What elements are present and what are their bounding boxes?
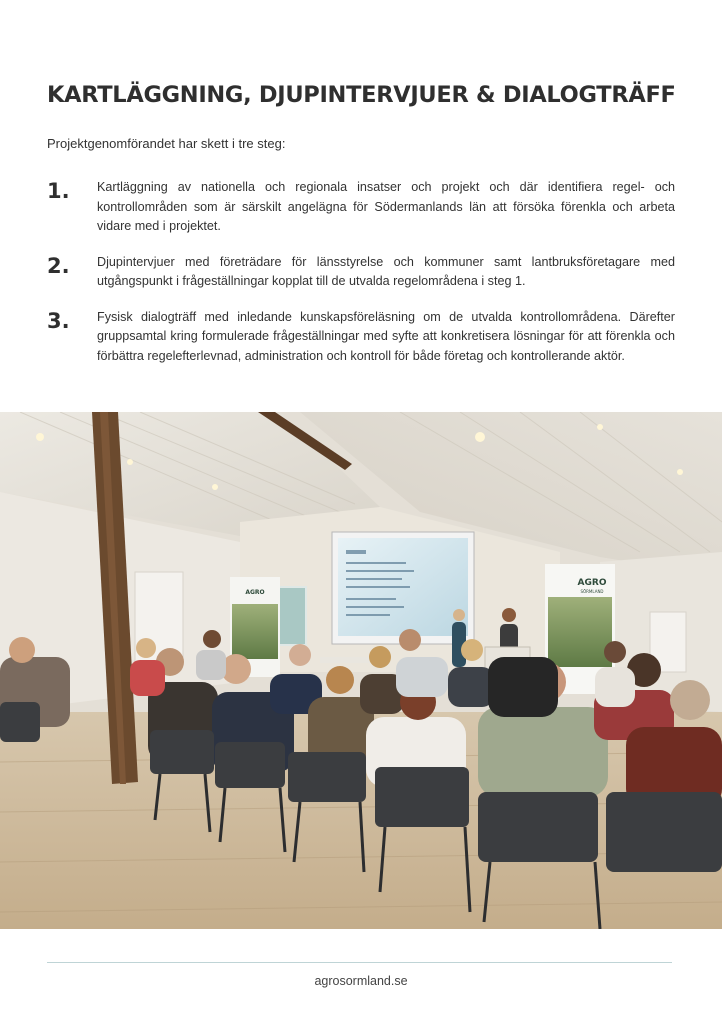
footer-url[interactable]: agrosormland.se bbox=[314, 974, 408, 988]
step-number: 3. bbox=[47, 308, 70, 333]
page-title: KARTLÄGGNING, DJUPINTERVJUER & DIALOGTRÄFF bbox=[47, 82, 676, 108]
banner-left-logo: AGRO bbox=[245, 589, 265, 596]
footer-divider bbox=[47, 962, 672, 963]
banner-right-sub: SÖRMLAND bbox=[580, 589, 604, 594]
event-photo bbox=[0, 412, 722, 929]
step-item-3 bbox=[47, 308, 675, 367]
step-item-1 bbox=[47, 178, 675, 237]
step-text: Djupintervjuer med företrädare för länsstyrelse och kommuner samt lantbruksföretagare med utgångspunkt i frågeställningar kopplat till de utvalda regelområdena i steg 1. bbox=[97, 254, 675, 288]
step-number: 1. bbox=[47, 179, 70, 203]
step-text: Kartläggning av nationella och regionala insatser och projekt och där identifiera regel- och kontrollområden som är särskilt angelägna för Södermanlands län att försöka förenkla och arbeta vidare med i projektet. bbox=[97, 180, 675, 233]
step-number: 2. bbox=[47, 253, 70, 278]
banner-right-logo: AGRO bbox=[577, 578, 607, 588]
steps-list bbox=[47, 178, 675, 382]
intro-text: Projektgenomförandet har skett i tre steg: bbox=[47, 136, 286, 151]
step-item-2 bbox=[47, 253, 675, 292]
step-text: Fysisk dialogträff med inledande kunskapsföreläsning om de utvalda kontrollområdena. Därefter gruppsamtal kring formulerade frågeställningar med syfte att konkretisera lösningar för att förenkla och förbättra regelefterlevnad, administration och kontroll för både företag och kontrollerande aktör. bbox=[97, 309, 675, 363]
